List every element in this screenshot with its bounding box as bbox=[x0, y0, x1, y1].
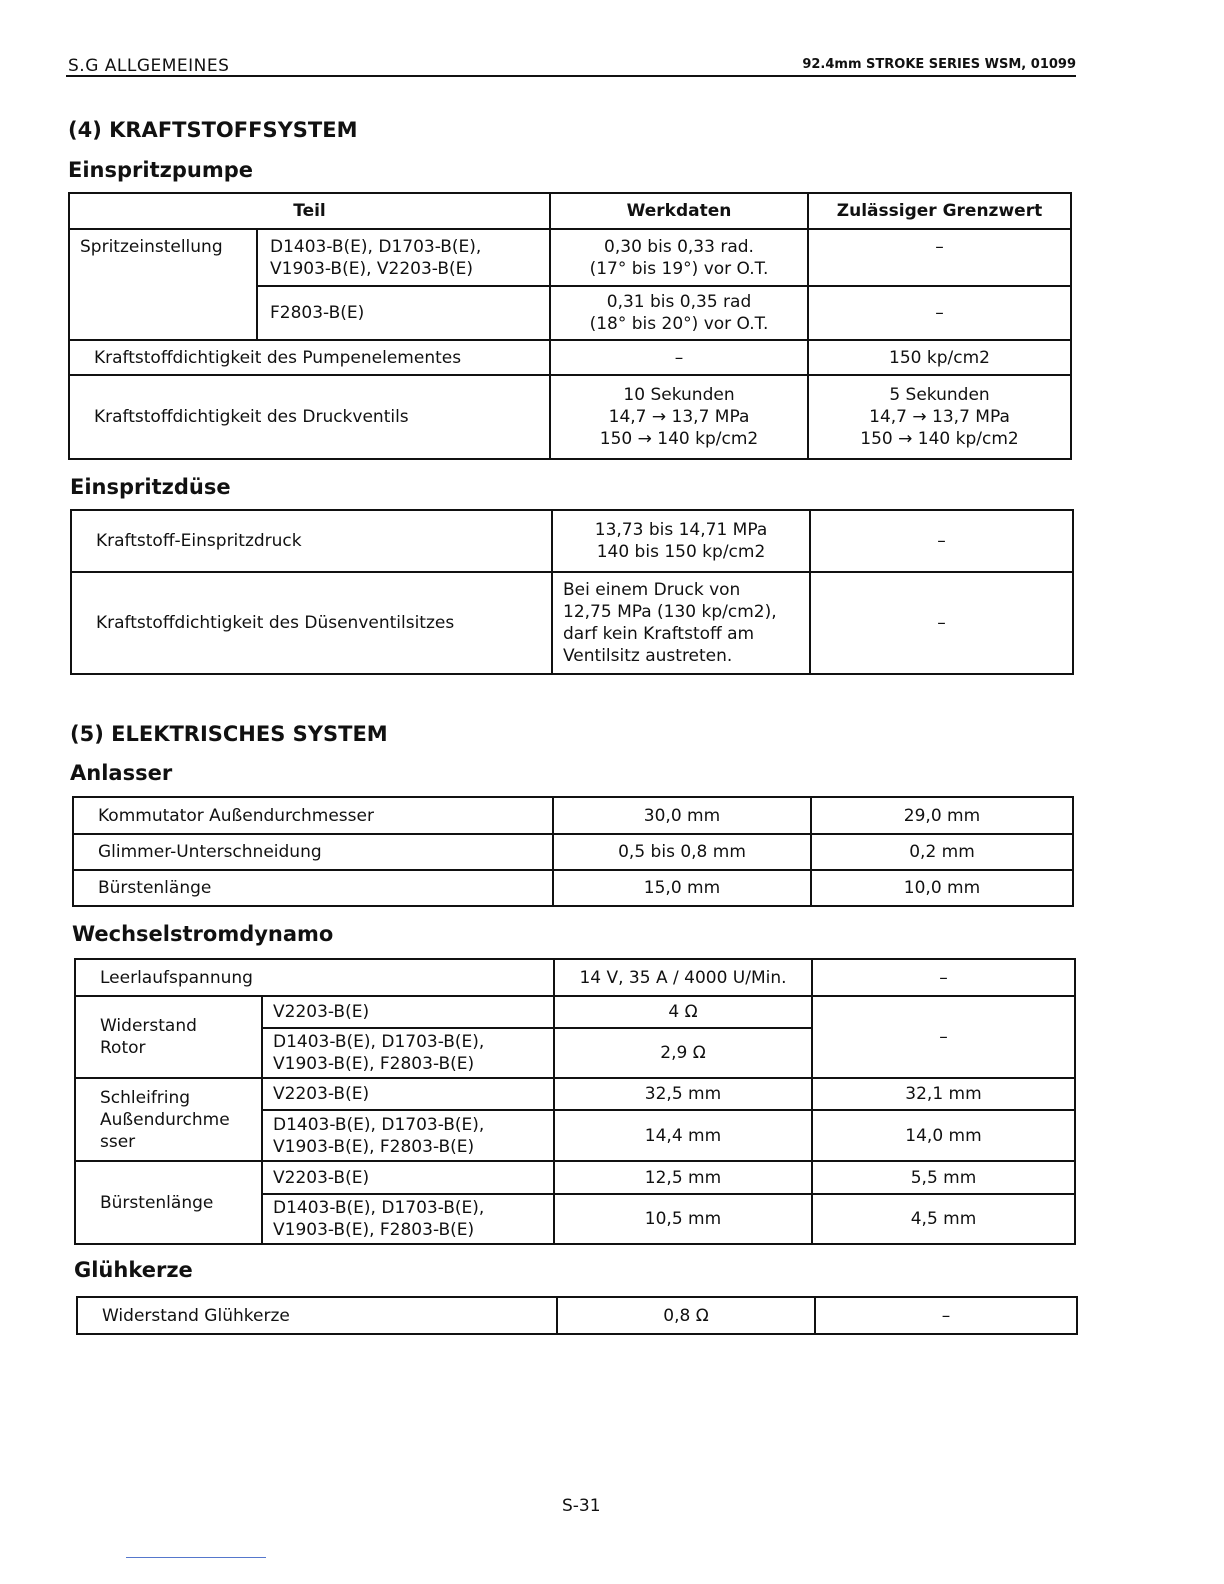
starter-title: Anlasser bbox=[70, 761, 173, 785]
limit-value: 150 kp/cm2 bbox=[808, 340, 1071, 375]
pump-title: Einspritzpumpe bbox=[68, 158, 253, 182]
spec-value: 2,9 Ω bbox=[554, 1028, 812, 1078]
table-row bbox=[73, 834, 1073, 870]
table-row bbox=[75, 996, 1075, 1028]
model-list: V2203-B(E) bbox=[262, 1078, 554, 1110]
spec-value: 30,0 mm bbox=[553, 797, 811, 834]
table-row bbox=[69, 229, 1071, 286]
table-row bbox=[69, 340, 1071, 375]
limit-value: 0,2 mm bbox=[811, 834, 1073, 870]
table-header-row bbox=[69, 193, 1071, 229]
table-row bbox=[69, 375, 1071, 459]
table-row bbox=[73, 870, 1073, 906]
spec-value: – bbox=[550, 340, 808, 375]
limit-value: 10,0 mm bbox=[811, 870, 1073, 906]
row-label: Kraftstoffdichtigkeit des Düsenventilsitzes bbox=[71, 572, 552, 674]
pump-table bbox=[68, 192, 1072, 460]
model-list: D1403-B(E), D1703-B(E), V1903-B(E), F2803-B(E) bbox=[262, 1194, 554, 1244]
spec-value: Bei einem Druck von 12,75 MPa (130 kp/cm2), darf kein Kraftstoff am Ventilsitz austreten. bbox=[552, 572, 810, 674]
glow-table bbox=[76, 1296, 1078, 1335]
column-header-part: Teil bbox=[69, 193, 550, 229]
table-row bbox=[71, 510, 1073, 572]
limit-value: 4,5 mm bbox=[812, 1194, 1075, 1244]
model-list: D1403-B(E), D1703-B(E), V1903-B(E), V2203-B(E) bbox=[257, 229, 550, 286]
spec-value: 13,73 bis 14,71 MPa 140 bis 150 kp/cm2 bbox=[552, 510, 810, 572]
column-header-limit: Zulässiger Grenzwert bbox=[808, 193, 1071, 229]
spec-value: 14,4 mm bbox=[554, 1110, 812, 1161]
spec-value: 14 V, 35 A / 4000 U/Min. bbox=[554, 959, 812, 996]
row-label: Widerstand Glühkerze bbox=[77, 1297, 557, 1334]
limit-value: 5 Sekunden 14,7 → 13,7 MPa 150 → 140 kp/cm2 bbox=[808, 375, 1071, 459]
spec-value: 0,5 bis 0,8 mm bbox=[553, 834, 811, 870]
row-label: Kraftstoffdichtigkeit des Druckventils bbox=[69, 375, 550, 459]
spec-value: 32,5 mm bbox=[554, 1078, 812, 1110]
row-label: Kommutator Außendurchmesser bbox=[73, 797, 553, 834]
glow-title: Glühkerze bbox=[74, 1258, 193, 1282]
limit-value: – bbox=[815, 1297, 1077, 1334]
spec-value: 10,5 mm bbox=[554, 1194, 812, 1244]
spec-value: 15,0 mm bbox=[553, 870, 811, 906]
model-list: V2203-B(E) bbox=[262, 996, 554, 1028]
row-label: Leerlaufspannung bbox=[75, 959, 554, 996]
row-label: Kraftstoffdichtigkeit des Pumpenelementes bbox=[69, 340, 550, 375]
spec-value: 10 Sekunden 14,7 → 13,7 MPa 150 → 140 kp/cm2 bbox=[550, 375, 808, 459]
table-row bbox=[75, 1161, 1075, 1194]
starter-table bbox=[72, 796, 1074, 907]
column-header-spec: Werkdaten bbox=[550, 193, 808, 229]
header-rule bbox=[66, 75, 1076, 77]
section5-title: (5) ELEKTRISCHES SYSTEM bbox=[70, 722, 388, 746]
model-list: D1403-B(E), D1703-B(E), V1903-B(E), F2803-B(E) bbox=[262, 1028, 554, 1078]
model-list: D1403-B(E), D1703-B(E), V1903-B(E), F2803-B(E) bbox=[262, 1110, 554, 1161]
limit-value: – bbox=[812, 959, 1075, 996]
alternator-table bbox=[74, 958, 1076, 1245]
spec-value: 0,8 Ω bbox=[557, 1297, 815, 1334]
section4-title: (4) KRAFTSTOFFSYSTEM bbox=[68, 118, 358, 142]
row-label: Schleifring Außendurchme sser bbox=[75, 1078, 262, 1161]
spec-value: 4 Ω bbox=[554, 996, 812, 1028]
table-row bbox=[75, 1078, 1075, 1110]
model-list: F2803-B(E) bbox=[257, 286, 550, 340]
row-label: Spritzeinstellung bbox=[69, 229, 257, 340]
spec-value: 12,5 mm bbox=[554, 1161, 812, 1194]
nozzle-table bbox=[70, 509, 1074, 675]
nozzle-title: Einspritzdüse bbox=[70, 475, 231, 499]
header-series-ref: 92.4mm STROKE SERIES WSM, 01099 bbox=[802, 57, 1076, 72]
limit-value: – bbox=[808, 286, 1071, 340]
limit-value: 32,1 mm bbox=[812, 1078, 1075, 1110]
alternator-title: Wechselstromdynamo bbox=[72, 922, 334, 946]
row-label: Bürstenlänge bbox=[73, 870, 553, 906]
limit-value: 5,5 mm bbox=[812, 1161, 1075, 1194]
limit-value: – bbox=[810, 572, 1073, 674]
table-row bbox=[71, 572, 1073, 674]
table-row bbox=[75, 959, 1075, 996]
limit-value: – bbox=[812, 996, 1075, 1078]
row-label: Kraftstoff-Einspritzdruck bbox=[71, 510, 552, 572]
row-label: Glimmer-Unterschneidung bbox=[73, 834, 553, 870]
limit-value: 29,0 mm bbox=[811, 797, 1073, 834]
row-label: Widerstand Rotor bbox=[75, 996, 262, 1078]
table-row bbox=[73, 797, 1073, 834]
spec-value: 0,30 bis 0,33 rad. (17° bis 19°) vor O.T. bbox=[550, 229, 808, 286]
spec-value: 0,31 bis 0,35 rad (18° bis 20°) vor O.T. bbox=[550, 286, 808, 340]
footer-rule bbox=[126, 1557, 266, 1558]
table-row bbox=[77, 1297, 1077, 1334]
page-number: S-31 bbox=[562, 1496, 601, 1516]
header-section-title: S.G ALLGEMEINES bbox=[68, 56, 230, 76]
row-label: Bürstenlänge bbox=[75, 1161, 262, 1244]
model-list: V2203-B(E) bbox=[262, 1161, 554, 1194]
limit-value: – bbox=[810, 510, 1073, 572]
limit-value: 14,0 mm bbox=[812, 1110, 1075, 1161]
limit-value: – bbox=[808, 229, 1071, 286]
